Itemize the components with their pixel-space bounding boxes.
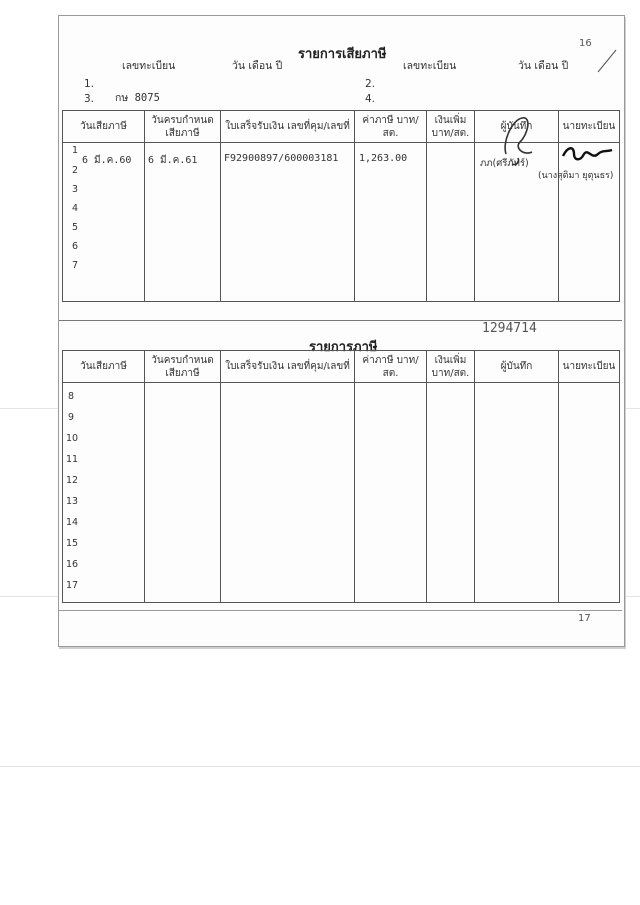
recorder-signature [498, 112, 538, 168]
column-header: วันครบกำหนด เสียภาษี [145, 351, 221, 383]
row-number: 17 [66, 580, 79, 591]
plate-slot-1: 1. [84, 78, 95, 90]
header-right-date: วัน เดือน ปี [518, 60, 569, 72]
page-bottom-rule [59, 610, 622, 611]
lower-title: รายการภาษี [309, 340, 378, 355]
registrar-name: (นางสุติมา ยุตุนธร) [538, 171, 614, 181]
column-header: นายทะเบียน [559, 351, 620, 383]
column-header: เงินเพิ่ม บาท/สต. [427, 111, 475, 143]
column-header: วันครบกำหนด เสียภาษี [145, 111, 221, 143]
row-number: 16 [66, 559, 79, 570]
column-header: ใบเสร็จรับเงิน เลขที่คุม/เลขที่ [221, 351, 355, 383]
column-header: เงินเพิ่ม บาท/สต. [427, 351, 475, 383]
tax-amount: 1,263.00 [359, 153, 408, 164]
row-number: 7 [72, 260, 79, 271]
row-number: 1 [72, 145, 79, 156]
upper-title: รายการเสียภาษี [298, 47, 387, 62]
column-header: วันเสียภาษี [63, 351, 145, 383]
row-number: 9 [68, 412, 75, 423]
row-number: 12 [66, 475, 79, 486]
row-number: 6 [72, 241, 79, 252]
row-number: 10 [66, 433, 79, 444]
page-number-top: 16 [579, 38, 592, 49]
receipt-number: F92900897/600003181 [224, 153, 339, 164]
section-divider [59, 320, 622, 321]
header-right-registration: เลขทะเบียน [403, 60, 457, 72]
row-number: 2 [72, 165, 79, 176]
row-number: 8 [68, 391, 75, 402]
column-header: ผู้บันทึก [475, 111, 559, 143]
column-header: ค่าภาษี บาท/สต. [355, 111, 427, 143]
paid-date: 6 มี.ค.60 [82, 155, 132, 166]
plate-value-3: กษ 8075 [115, 92, 160, 104]
due-date: 6 มี.ค.61 [148, 155, 198, 166]
column-header: วันเสียภาษี [63, 111, 145, 143]
row-number: 3 [72, 184, 79, 195]
column-header: ผู้บันทึก [475, 351, 559, 383]
column-header: ใบเสร็จรับเงิน เลขที่คุม/เลขที่ [221, 111, 355, 143]
plate-slot-3: 3. [84, 93, 95, 105]
row-number: 11 [66, 454, 79, 465]
column-header: นายทะเบียน [559, 111, 620, 143]
recorder-name: ภภ(ศรีภัทร์) [480, 158, 529, 169]
header-left-registration: เลขทะเบียน [122, 60, 176, 72]
row-number: 14 [66, 517, 79, 528]
lower-tax-table [62, 350, 620, 603]
plate-slot-2: 2. [365, 78, 376, 90]
row-number: 13 [66, 496, 79, 507]
row-number: 5 [72, 222, 79, 233]
header-left-date: วัน เดือน ปี [232, 60, 283, 72]
page-number-bottom: 17 [578, 613, 591, 624]
row-number: 4 [72, 203, 79, 214]
scan-line [0, 766, 640, 767]
registrar-signature [560, 142, 616, 166]
pen-mark [596, 48, 618, 74]
row-number: 15 [66, 538, 79, 549]
serial-number: 1294714 [482, 321, 537, 336]
column-header: ค่าภาษี บาท/สต. [355, 351, 427, 383]
plate-slot-4: 4. [365, 93, 376, 105]
